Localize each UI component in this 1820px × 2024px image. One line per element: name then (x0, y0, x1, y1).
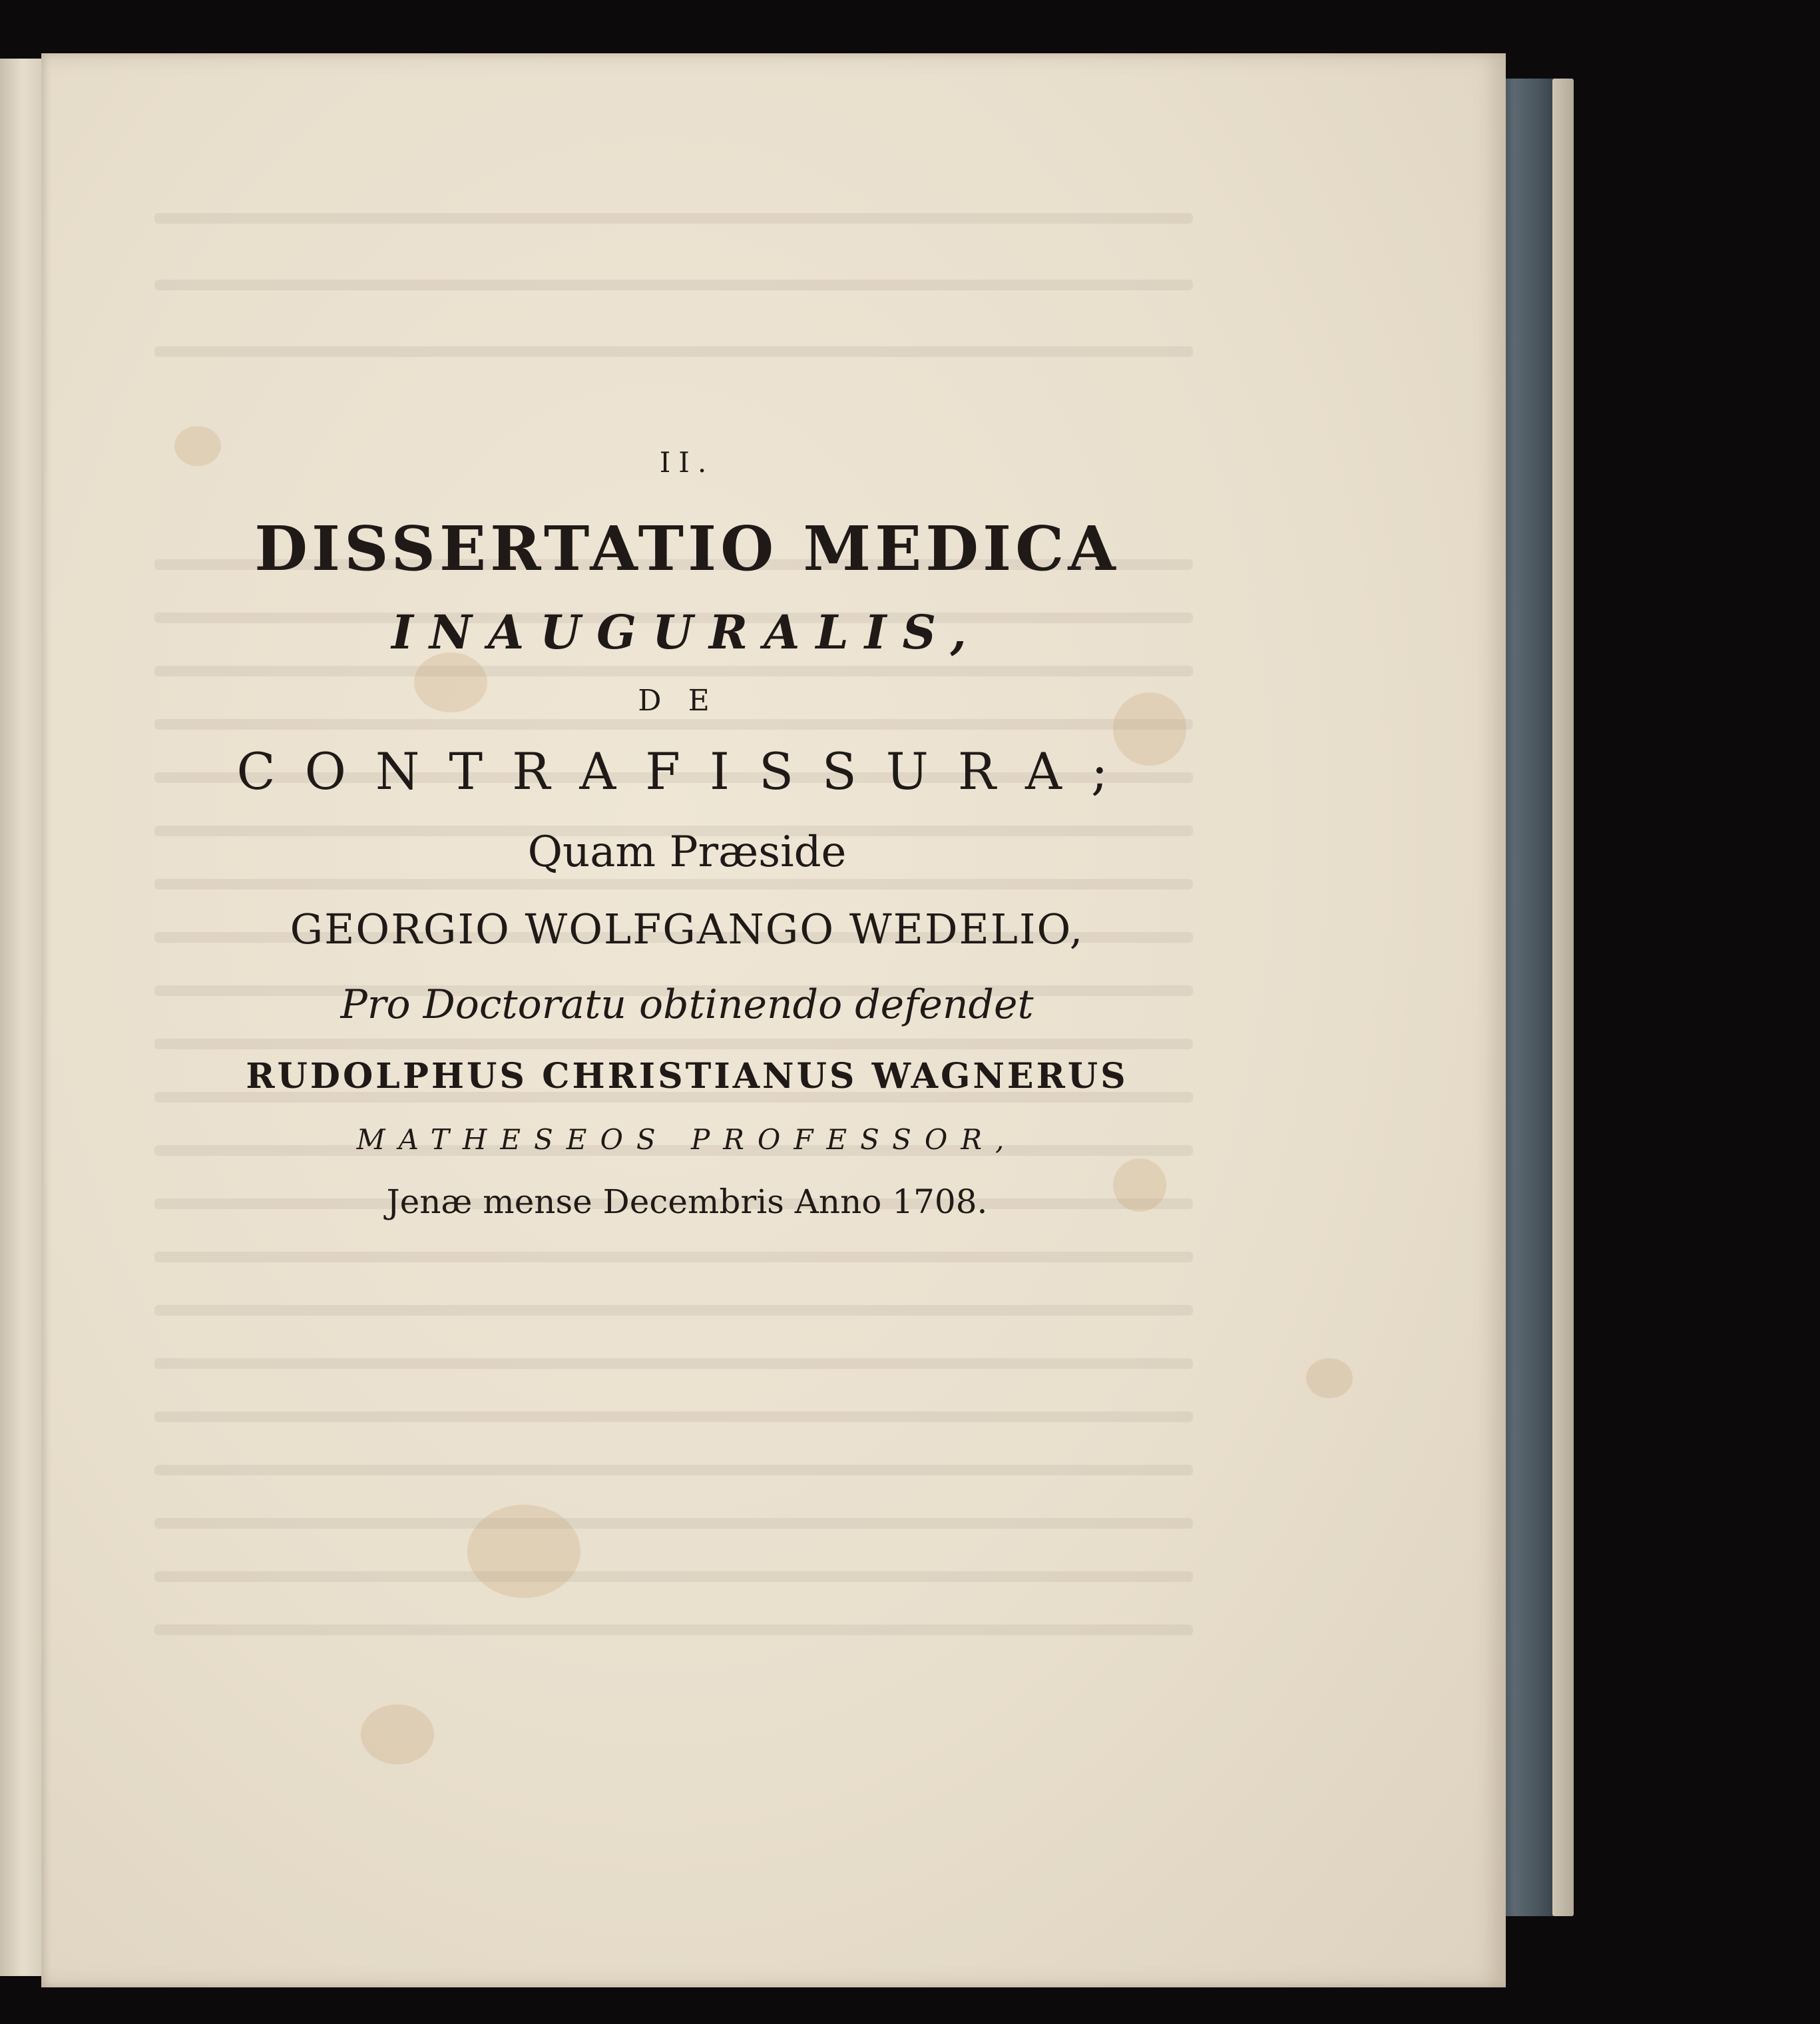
main-title: DISSERTATIO MEDICA (254, 513, 1120, 585)
praeses-name: GEORGIO WOLFGANGO WEDELIO, (290, 905, 1084, 953)
cover-board-edge (1552, 79, 1574, 1916)
show-through-line (154, 1465, 1193, 1475)
dissertation-number: II. (659, 446, 715, 479)
author-title: MATHESEOS PROFESSOR, (356, 1123, 1018, 1156)
foxing-spot (467, 1505, 580, 1598)
title-block (188, 426, 1186, 1221)
show-through-line (154, 1571, 1193, 1582)
show-through-line (154, 213, 1193, 224)
imprint-line: Jenæ mense Decembris Anno 1708. (386, 1182, 988, 1221)
topic-title: CONTRAFISSURA; (236, 742, 1138, 801)
show-through-line (154, 280, 1193, 290)
foxing-spot (361, 1704, 434, 1764)
praeses-intro: Quam Præside (527, 828, 847, 877)
show-through-line (154, 1518, 1193, 1529)
show-through-line (154, 346, 1193, 357)
show-through-line (154, 1625, 1193, 1635)
author-name: RUDOLPHUS CHRISTIANUS WAGNERUS (246, 1056, 1128, 1097)
facing-page-edge (0, 59, 43, 1976)
show-through-line (154, 1305, 1193, 1316)
title-page (41, 53, 1506, 1987)
purpose-line: Pro Doctoratu obtinendo defendet (340, 981, 1034, 1028)
show-through-line (154, 1358, 1193, 1369)
show-through-line (154, 1252, 1193, 1262)
subtitle: INAUGURALIS, (391, 605, 983, 660)
foxing-spot (1306, 1358, 1353, 1398)
show-through-line (154, 1411, 1193, 1422)
de-line: DE (638, 684, 736, 718)
